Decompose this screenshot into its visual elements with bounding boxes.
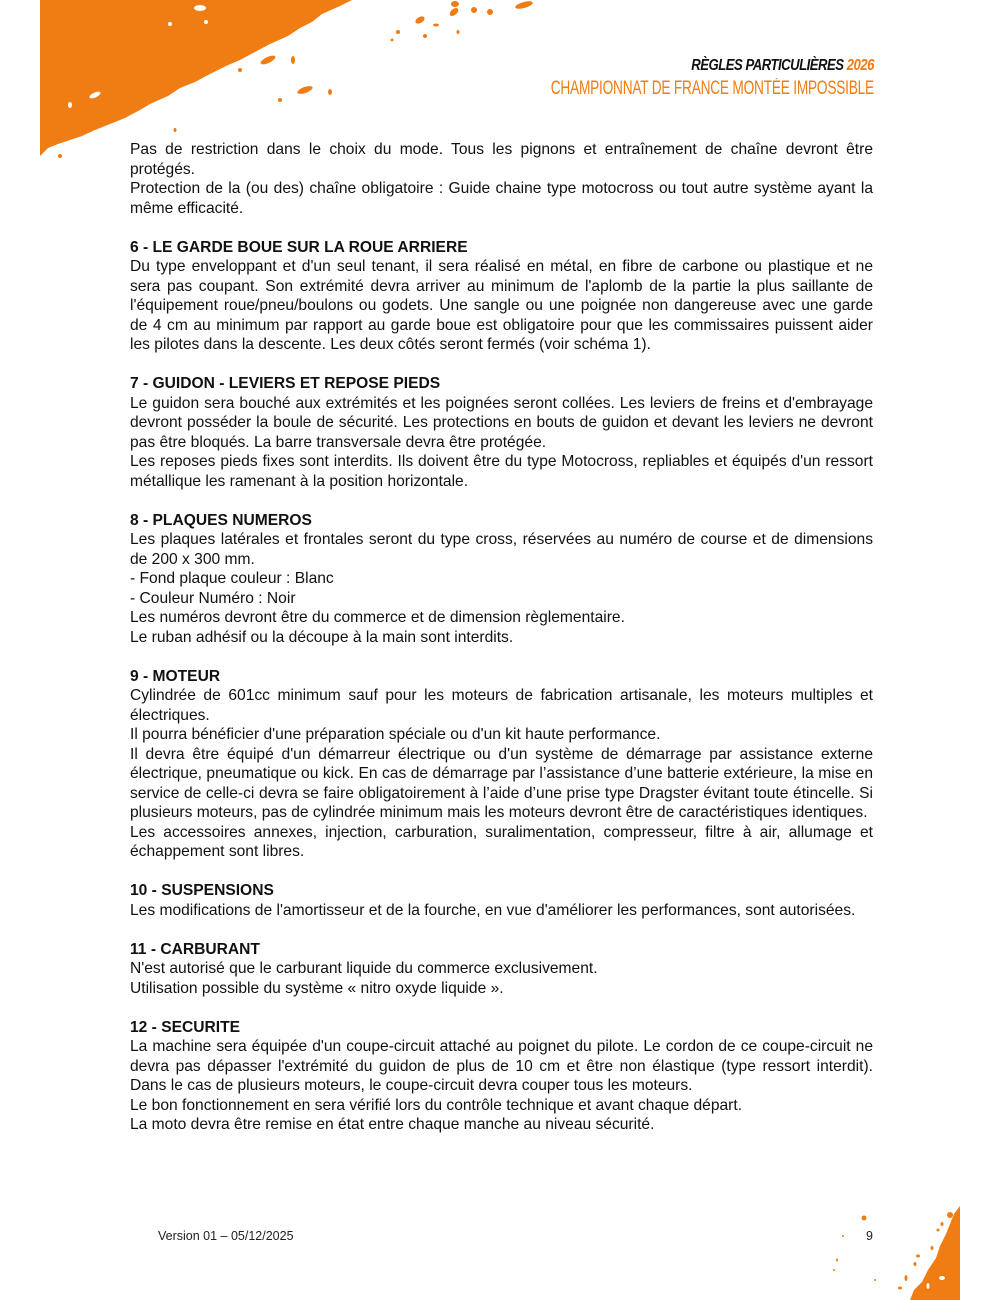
paragraph: Du type enveloppant et d'un seul tenant, il sera réalisé en métal, en fibre de carbone ou plastique et ne sera pas coupant. Son extrémité devra arriver au minimum de l'aplomb de la partie la plus saillante de l'équipement roue/pneu/boulons ou godets. Une sangle ou une poignée non dangereuse avec une garde de 4 cm au minimum par rapport au garde boue est obligatoire pour que les commissaires puissent aider les pilotes dans la descente. Les deux côtés seront fermés (voir schéma 1).	[130, 258, 873, 353]
section-securite	[130, 1018, 873, 1135]
page-number: 9	[866, 1229, 873, 1243]
document-header	[425, 56, 874, 100]
paragraph: N'est autorisé que le carburant liquide du commerce exclusivement.	[130, 960, 598, 977]
paragraph: Il pourra bénéficier d'une préparation spéciale ou d'un kit haute performance.	[130, 726, 661, 743]
section-heading: 6 - LE GARDE BOUE SUR LA ROUE ARRIERE	[130, 238, 468, 256]
section-suspensions	[130, 881, 873, 920]
paragraph: Pas de restriction dans le choix du mode. Tous les pignons et entraînement de chaîne devront être protégés.	[130, 141, 873, 178]
section-moteur	[130, 667, 873, 862]
paragraph: La machine sera équipée d'un coupe-circuit attaché au poignet du pilote. Le cordon de ce coupe-circuit ne devra pas dépasser l'extrémité du guidon de plus de 10 cm et être non élastique (type ressort interdit). Dans le cas de plusieurs moteurs, le coupe-circuit devra couper tous les moteurs.	[130, 1038, 873, 1094]
footer-version: Version 01 – 05/12/2025	[158, 1229, 294, 1243]
paragraph: Les numéros devront être du commerce et de dimension règlementaire.	[130, 609, 625, 626]
orange-splash-decoration-bottom	[880, 1190, 1005, 1300]
paragraph: Les reposes pieds fixes sont interdits. Ils doivent être du type Motocross, repliables et équipés d'un ressort métallique les ramenant à la position horizontale.	[130, 453, 873, 490]
header-title-text: RÈGLES PARTICULIÈRES	[691, 57, 844, 74]
paragraph: - Fond plaque couleur : Blanc	[130, 570, 334, 587]
section-heading: 7 - GUIDON - LEVIERS ET REPOSE PIEDS	[130, 375, 441, 392]
paragraph: Le ruban adhésif ou la découpe à la main sont interdits.	[130, 628, 514, 646]
paragraph: - Couleur Numéro : Noir	[130, 589, 296, 607]
section-garde-boue	[130, 238, 873, 355]
intro-section	[130, 140, 873, 218]
section-heading: 11 - CARBURANT	[130, 940, 260, 958]
header-year: 2026	[846, 57, 874, 74]
paragraph: Utilisation possible du système « nitro oxyde liquide ».	[130, 979, 504, 997]
section-heading: 8 - PLAQUES NUMEROS	[130, 511, 312, 529]
orange-splash-dots	[830, 1200, 890, 1300]
section-heading: 12 - SECURITE	[130, 1018, 241, 1036]
paragraph: Cylindrée de 601cc minimum sauf pour les moteurs de fabrication artisanale, les moteurs multiples et électriques.	[130, 687, 873, 724]
section-heading: 9 - MOTEUR	[130, 667, 221, 685]
paragraph: Le bon fonctionnement en sera vérifié lors du contrôle technique et avant chaque départ.	[130, 1096, 743, 1114]
document-body	[130, 140, 873, 1135]
paragraph: Le guidon sera bouché aux extrémités et les poignées seront collées. Les leviers de freins et d'embrayage devront posséder la boule de sécurité. Les protections en bouts de guidon et devant les leviers ne devront pas être bloqués. La barre transversale devra être protégée.	[130, 394, 873, 451]
section-heading: 10 - SUSPENSIONS	[130, 882, 274, 899]
paragraph: Les modifications de l'amortisseur et de la fourche, en vue d'améliorer les performances, sont autorisées.	[130, 901, 856, 919]
header-title	[506, 56, 874, 76]
paragraph: La moto devra être remise en état entre chaque manche au niveau sécurité.	[130, 1116, 655, 1133]
paragraph: Les accessoires annexes, injection, carburation, suralimentation, compresseur, filtre à air, allumage et échappement sont libres.	[130, 823, 873, 860]
section-carburant	[130, 940, 873, 999]
section-guidon	[130, 374, 873, 491]
header-subtitle: CHAMPIONNAT DE FRANCE MONTÉE IMPOSSIBLE	[550, 78, 874, 99]
paragraph: Il devra être équipé d'un démarreur électrique ou d'un système de démarrage par assistance externe électrique, pneumatique ou kick. En cas de démarrage par l’assistance d’une batterie extérieure, la mise en service de celle-ci devra se faire obligatoirement à l’aide d’une prise type Dragster évitant toute étincelle. Si plusieurs moteurs, pas de cylindrée minimum mais les moteurs devront être de caractéristiques identiques.	[130, 745, 873, 821]
section-plaques-numeros	[130, 511, 873, 648]
paragraph: Les plaques latérales et frontales seront du type cross, réservées au numéro de course et de dimensions de 200 x 300 mm.	[130, 531, 873, 568]
paragraph: Protection de la (ou des) chaîne obligatoire : Guide chaine type motocross ou tout autre système ayant la même efficacité.	[130, 180, 873, 217]
